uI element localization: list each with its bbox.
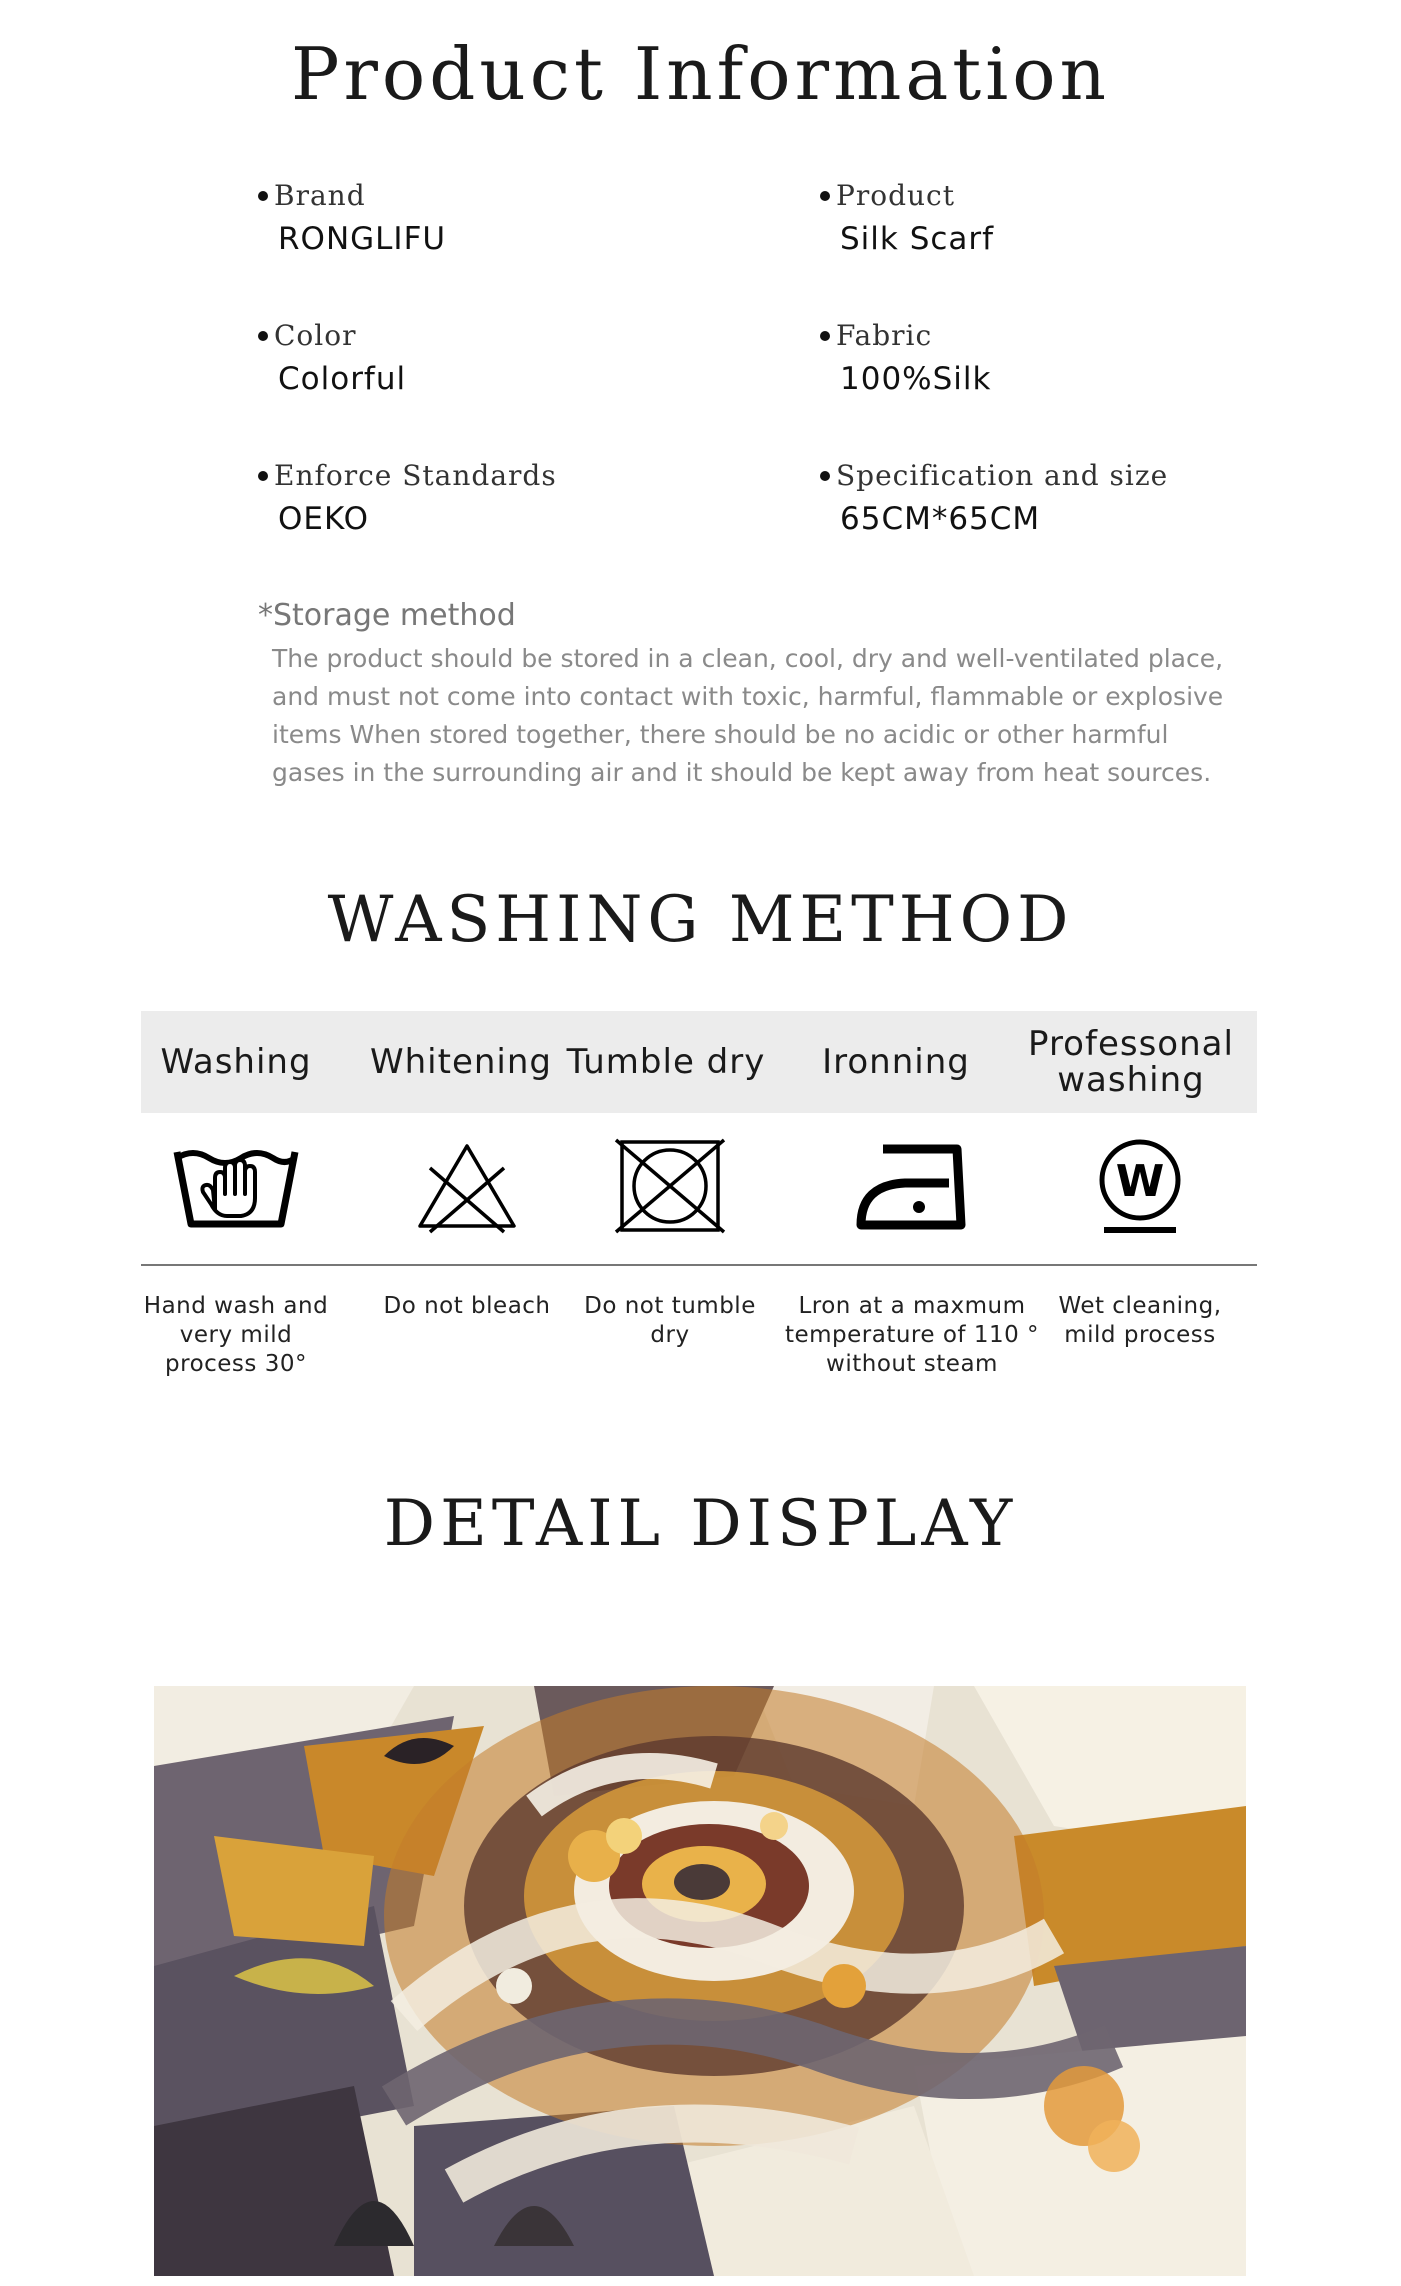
bullet-icon [258, 331, 268, 341]
info-item-product [820, 178, 994, 260]
bullet-icon [258, 471, 268, 481]
washing-title: WASHING METHOD [327, 883, 1074, 957]
info-value: 65CM*65CM [840, 501, 1041, 537]
info-label: Enforce Standards [274, 459, 557, 492]
product-info-title: Product Information [291, 32, 1110, 116]
storage-text: The product should be stored in a clean, cool, dry and well-ventilated place, and must not come into contact with toxic, harmful, flammable or explosive items When stored together, there should be no acidic or other harmful gases in the surrounding air and it should be kept away from heat sources. [272, 644, 1224, 787]
washing-header-bar [141, 1011, 1257, 1113]
detail-title: DETAIL DISPLAY [383, 1487, 1018, 1561]
bullet-icon [820, 331, 830, 341]
wash-heading-professional: Professonal washing [1028, 1024, 1234, 1100]
info-item-size [820, 458, 1168, 540]
info-item-color [258, 318, 406, 400]
wash-heading-washing: Washing [160, 1042, 312, 1082]
wet-cleaning-letter: W [1115, 1156, 1165, 1207]
washing-divider [141, 1264, 1257, 1266]
do-not-tumble-dry-icon [600, 1136, 740, 1236]
do-not-bleach-icon [402, 1136, 532, 1236]
bullet-icon [820, 191, 830, 201]
wash-desc-tumble-dry: Do not tumble dry [584, 1293, 756, 1348]
info-item-brand [258, 178, 446, 260]
info-item-standards [258, 458, 557, 540]
info-label: Product [836, 179, 955, 212]
storage-title: *Storage method [258, 598, 516, 633]
silk-scarf-photo [154, 1686, 1246, 2276]
info-label: Brand [274, 179, 366, 212]
wash-desc-ironning: Lron at a maxmum temperature of 110 ° without steam [784, 1293, 1040, 1377]
wash-heading-tumble-dry: Tumble dry [566, 1042, 766, 1082]
info-value: Colorful [278, 361, 407, 397]
wash-desc-whitening: Do not bleach [383, 1293, 551, 1319]
info-item-fabric [820, 318, 991, 400]
wash-heading-whitening: Whitening [370, 1042, 552, 1082]
wash-desc-washing: Hand wash and very mild process 30° [143, 1293, 329, 1377]
info-label: Color [274, 319, 357, 352]
hand-wash-icon [166, 1136, 306, 1236]
bullet-icon [820, 471, 830, 481]
info-value: Silk Scarf [840, 221, 995, 257]
wet-cleaning-icon [1080, 1136, 1200, 1236]
bullet-icon [258, 191, 268, 201]
info-value: RONGLIFU [278, 221, 447, 257]
iron-icon [842, 1136, 982, 1236]
wash-desc-professional: Wet cleaning, mild process [1058, 1293, 1222, 1348]
info-label: Fabric [836, 319, 933, 352]
wash-heading-ironning: Ironning [822, 1042, 970, 1082]
info-label: Specification and size [836, 459, 1169, 492]
info-value: OEKO [278, 501, 370, 537]
info-value: 100%Silk [840, 361, 992, 397]
